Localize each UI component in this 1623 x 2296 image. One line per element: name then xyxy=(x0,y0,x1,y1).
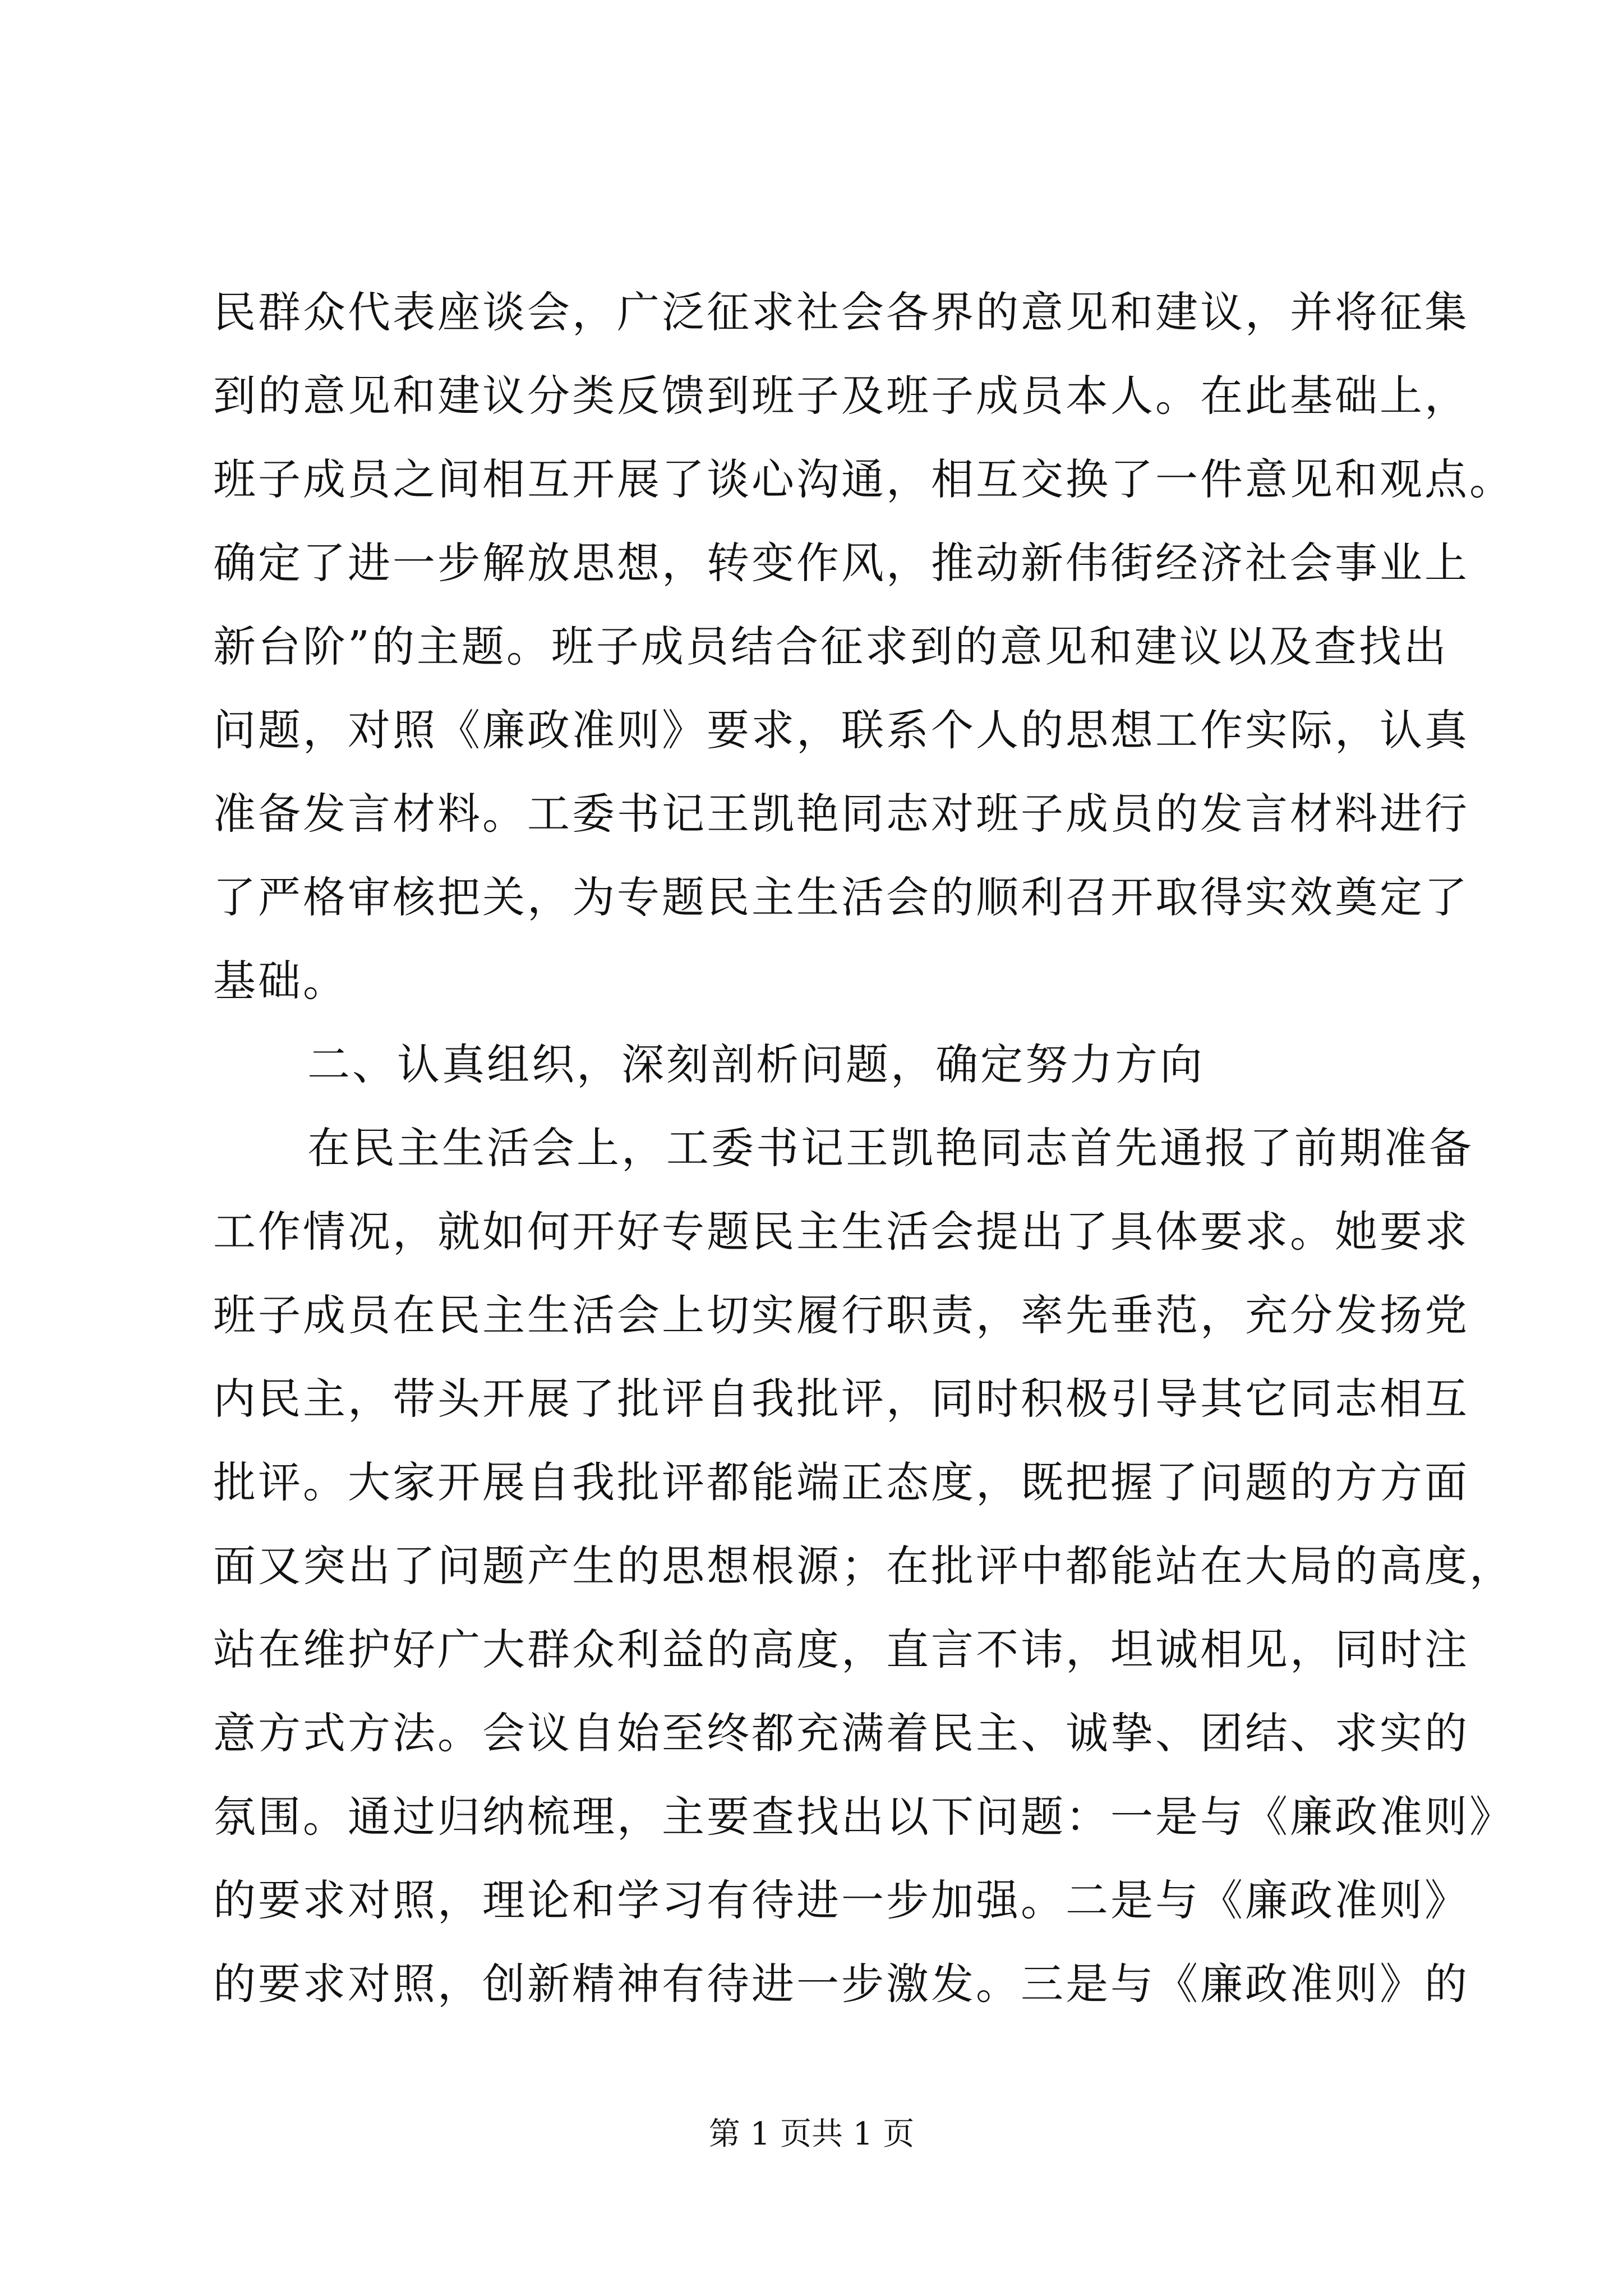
body-line: 基础。 xyxy=(213,956,348,1006)
body-line: 的要求对照，创新精神有待进一步激发。三是与《廉政准则》的 xyxy=(213,1959,1469,2009)
body-line: 氛围。通过归纳梳理，主要查找出以下问题：一是与《廉政准则》 xyxy=(213,1792,1514,1842)
body-line: 了严格审核把关，为专题民主生活会的顺利召开取得实效奠定了 xyxy=(213,872,1469,922)
body-line: 问题，对照《廉政准则》要求，联系个人的思想工作实际，认真 xyxy=(213,705,1469,755)
section-heading: 二、认真组织，深刻剖析问题，确定努力方向 xyxy=(307,1039,1205,1089)
body-line: 民群众代表座谈会，广泛征求社会各界的意见和建议，并将征集 xyxy=(213,287,1469,337)
body-line: 意方式方法。会议自始至终都充满着民主、诚挚、团结、求实的 xyxy=(213,1708,1469,1758)
body-line: 班子成员之间相互开展了谈心沟通，相互交换了一件意见和观点。 xyxy=(213,454,1514,504)
body-line: 准备发言材料。工委书记王凯艳同志对班子成员的发言材料进行 xyxy=(213,789,1469,839)
page-footer xyxy=(0,2112,1623,2157)
body-line: 面又突出了问题产生的思想根源；在批评中都能站在大局的高度， xyxy=(213,1541,1514,1591)
page-number: 第 1 页 xyxy=(708,2116,811,2152)
body-line: 到的意见和建议分类反馈到班子及班子成员本人。在此基础上， xyxy=(213,371,1469,421)
body-line: 站在维护好广大群众利益的高度，直言不讳，坦诚相见，同时注 xyxy=(213,1625,1469,1674)
body-line: 工作情况，就如何开好专题民主生活会提出了具体要求。她要求 xyxy=(213,1207,1469,1257)
document-body xyxy=(213,270,1514,2026)
body-line: 确定了进一步解放思想，转变作风，推动新伟街经济社会事业上 xyxy=(213,538,1469,588)
page-total: 共 1 页 xyxy=(811,2116,915,2152)
body-line: 批评。大家开展自我批评都能端正态度，既把握了问题的方方面 xyxy=(213,1457,1469,1507)
paragraph-start-line: 在民主生活会上，工委书记王凯艳同志首先通报了前期准备 xyxy=(307,1123,1474,1173)
body-line: 内民主，带头开展了批评自我批评，同时积极引导其它同志相互 xyxy=(213,1374,1469,1424)
body-line: 的要求对照，理论和学习有待进一步加强。二是与《廉政准则》 xyxy=(213,1875,1469,1925)
body-line: 班子成员在民主生活会上切实履行职责，率先垂范，充分发扬党 xyxy=(213,1290,1469,1340)
body-line: 新台阶”的主题。班子成员结合征求到的意见和建议以及查找出 xyxy=(213,622,1449,671)
